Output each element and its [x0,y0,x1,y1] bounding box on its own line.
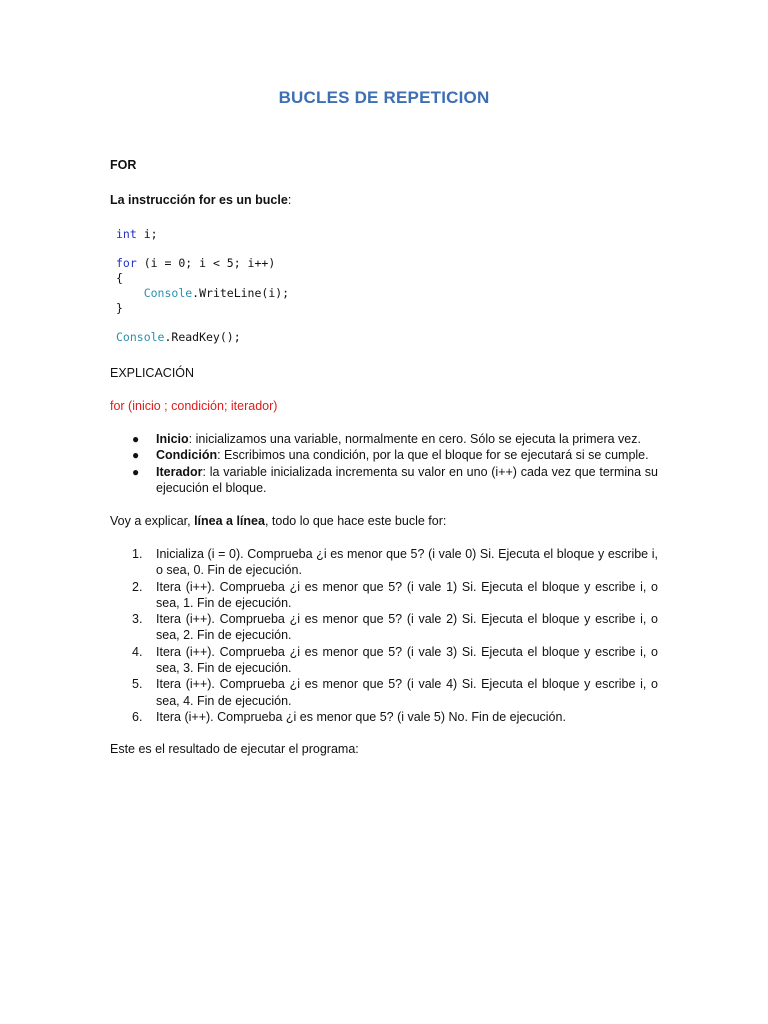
bullet-term: Inicio [156,432,189,446]
intro-paragraph [110,192,291,208]
code-class-name: Console [143,286,193,300]
step-text: Itera (i++). Comprueba ¿i es menor que 5? (i vale 2) Si. Ejecuta el bloque y escribe i, o sea, 2. Fin de ejecución. [156,612,658,643]
list-item [110,431,658,447]
code-text: .ReadKey(); [164,330,241,344]
step-number: 5. [132,677,143,692]
step-number: 4. [132,644,143,659]
step-number: 1. [132,547,143,561]
code-line-1 [116,227,158,242]
step-text: Inicializa (i = 0). Comprueba ¿i es menor que 5? (i vale 0) Si. Ejecuta el bloque y escribe i, o sea, 0. Fin de ejecución. [156,547,658,578]
code-line-3: { [116,271,123,285]
list-item [110,676,658,709]
step-number: 3. [132,612,143,627]
explain-intro-bold: línea a línea [194,514,265,528]
step-text: Itera (i++). Comprueba ¿i es menor que 5? (i vale 4) Si. Ejecuta el bloque y escribe i, o sea, 4. Fin de ejecución. [156,677,658,708]
bullet-text: : Escribimos una condición, por la que el bloque for se ejecutará si se cumple. [217,448,649,463]
intro-bold-text: La instrucción for es un bucle [110,193,288,207]
intro-rest-text: : [287,193,292,207]
syntax-line: for (inicio ; condición; iterador) [110,399,278,413]
list-item [110,546,658,579]
step-text: Itera (i++). Comprueba ¿i es menor que 5? (i vale 5) No. Fin de ejecución. [156,709,566,724]
page-title: BUCLES DE REPETICION [278,88,490,107]
list-item [110,709,658,725]
step-number: 2. [132,579,143,594]
section-heading-for: FOR [110,158,137,172]
code-keyword: for [116,256,137,270]
bullet-term: Iterador [156,464,203,479]
result-line: Este es el resultado de ejecutar el programa: [110,742,359,756]
bullet-term: Condición [156,448,218,463]
bullet-text: : inicializamos una variable, normalmente en cero. Sólo se ejecuta la primera vez. [188,432,641,446]
bullet-icon: ● [132,432,140,446]
list-item [110,611,658,644]
list-item [110,464,658,497]
explain-intro-post: , todo lo que hace este bucle for: [264,514,447,528]
code-indent [116,286,144,300]
step-number: 6. [132,709,143,724]
code-text: i; [136,227,158,241]
list-item [110,644,658,677]
code-line-5: } [116,301,123,315]
code-keyword: int [116,227,137,241]
explain-intro-pre: Voy a explicar, [110,514,195,528]
code-line-4 [116,286,289,301]
code-line-6 [116,330,241,345]
code-class-name: Console [116,330,165,344]
explain-intro-paragraph [110,513,446,529]
code-text: .WriteLine(i); [192,286,290,300]
explanation-bullet-list [110,431,658,496]
step-list [110,546,658,725]
step-text: Itera (i++). Comprueba ¿i es menor que 5? (i vale 1) Si. Ejecuta el bloque y escribe i, o sea, 1. Fin de ejecución. [156,579,658,610]
step-text: Itera (i++). Comprueba ¿i es menor que 5? (i vale 3) Si. Ejecuta el bloque y escribe i, o sea, 3. Fin de ejecución. [156,644,658,676]
bullet-icon: ● [132,464,140,479]
list-item [110,579,658,612]
bullet-text: : la variable inicializada incrementa su valor en uno (i++) cada vez que termina su ejecución el bloque. [156,464,658,495]
code-line-2 [116,256,275,271]
list-item [110,447,658,463]
explicacion-heading: EXPLICACIÓN [110,366,195,380]
code-text: (i = 0; i < 5; i++) [136,256,276,270]
bullet-icon: ● [132,448,140,463]
